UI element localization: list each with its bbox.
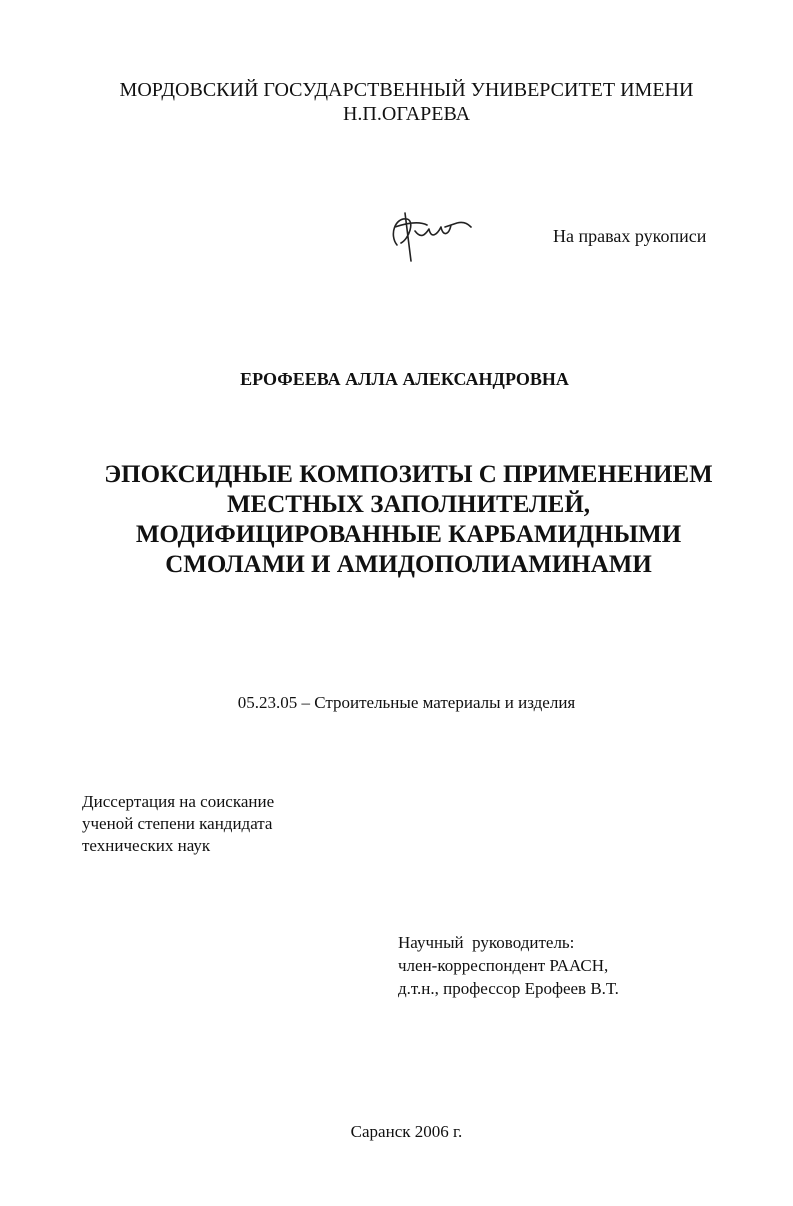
degree-line-3: технических наук [82, 836, 211, 855]
manuscript-rights-note: На правах рукописи [553, 226, 707, 246]
title-line-1: ЭПОКСИДНЫЕ КОМПОЗИТЫ С ПРИМЕНЕНИЕМ [104, 461, 713, 488]
scientific-supervisor [398, 931, 619, 1000]
title-line-3: МОДИФИЦИРОВАННЫЕ КАРБАМИДНЫМИ [135, 521, 682, 548]
supervisor-line-2: член-корреспондент РААСН, [398, 956, 609, 975]
dissertation-title [12, 460, 793, 580]
degree-line-2: ученой степени кандидата [82, 814, 273, 833]
place-and-year: Саранск 2006 г. [350, 1122, 463, 1141]
title-line-2: МЕСТНЫХ ЗАПОЛНИТЕЛЕЙ, [226, 491, 591, 518]
specialty-code: 05.23.05 – Строительные материалы и изделия [237, 693, 576, 712]
university-line-1: МОРДОВСКИЙ ГОСУДАРСТВЕННЫЙ УНИВЕРСИТЕТ ИМЕНИ [119, 79, 694, 101]
dissertation-degree-note [82, 791, 274, 857]
degree-line-1: Диссертация на соискание [82, 792, 275, 811]
author-name: ЕРОФЕЕВА АЛЛА АЛЕКСАНДРОВНА [240, 369, 569, 389]
handwritten-signature [385, 205, 475, 265]
supervisor-line-3: д.т.н., профессор Ерофеев В.Т. [398, 979, 619, 998]
university-name [10, 78, 793, 126]
supervisor-line-1: Научный руководитель: [398, 933, 575, 952]
university-line-2: Н.П.ОГАРЕВА [342, 103, 471, 125]
title-line-4: СМОЛАМИ И АМИДОПОЛИАМИНАМИ [165, 551, 652, 578]
